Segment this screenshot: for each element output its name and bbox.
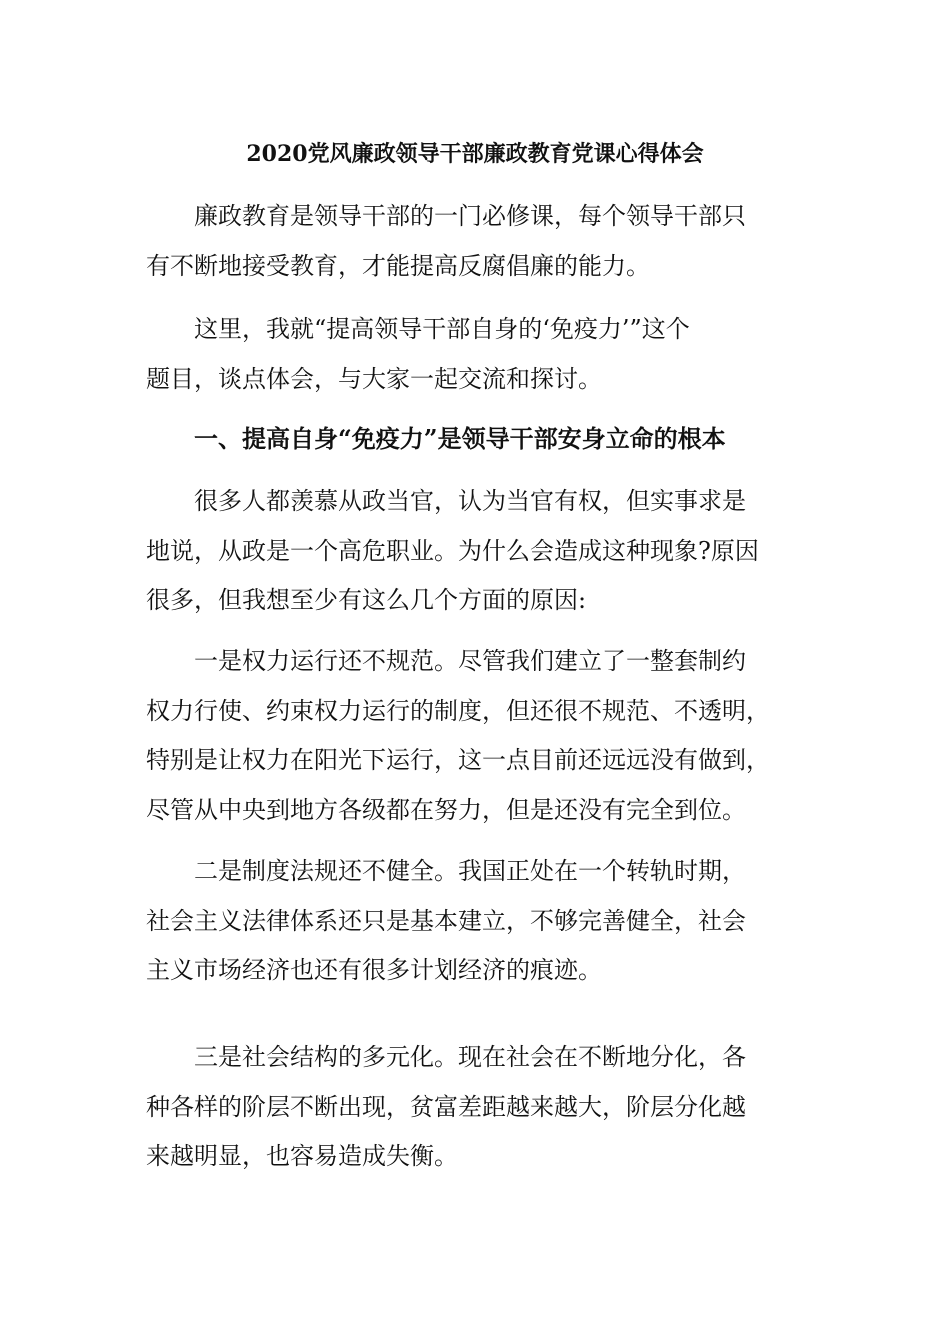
text-line: 这里，我就“提高领导干部自身的‘免疫力’”这个 (194, 315, 690, 343)
text-line: 来越明显，也容易造成失衡。 (146, 1142, 458, 1170)
text-line: 三是社会结构的多元化。现在社会在不断地分化，各 (194, 1043, 746, 1071)
text-line: 题目，谈点体会，与大家一起交流和探讨。 (146, 364, 602, 393)
paragraph (146, 477, 804, 626)
text-line: 特别是让权力在阳光下运行，这一点目前还远远没有做到， (146, 746, 770, 774)
paragraph (146, 1033, 804, 1182)
text-line: 二是制度法规还不健全。我国正处在一个转轨时期， (194, 857, 746, 885)
text-line: 很多人都羡慕从政当官，认为当官有权，但实事求是 (194, 487, 746, 515)
text-line: 社会主义法律体系还只是基本建立，不够完善健全，社会 (146, 906, 746, 935)
text-line: 种各样的阶层不断出现，贫富差距越来越大，阶层分化越 (146, 1092, 746, 1121)
paragraph (146, 305, 804, 404)
text-line: 很多，但我想至少有这么几个方面的原因: (146, 586, 587, 614)
text-line: 一是权力运行还不规范。尽管我们建立了一整套制约 (194, 647, 746, 675)
text-line: 廉政教育是领导干部的一门必修课，每个领导干部只 (194, 202, 746, 230)
paragraph (146, 847, 804, 996)
paragraph (146, 637, 804, 835)
text-line: 地说，从政是一个高危职业。为什么会造成这种现象?原因 (146, 536, 759, 565)
text-line: 有不断地接受教育，才能提高反腐倡廉的能力。 (146, 251, 650, 280)
document-title: 2020党风廉政领导干部廉政教育党课心得体会 (246, 141, 704, 167)
text-line: 主义市场经济也还有很多计划经济的痕迹。 (146, 956, 602, 984)
section-heading: 一、提高自身“免疫力”是领导干部安身立命的根本 (194, 424, 726, 453)
paragraph (146, 192, 804, 291)
text-line: 权力行使、约束权力运行的制度，但还很不规范、不透明， (146, 696, 770, 725)
text-line: 尽管从中央到地方各级都在努力，但是还没有完全到位。 (146, 795, 746, 824)
